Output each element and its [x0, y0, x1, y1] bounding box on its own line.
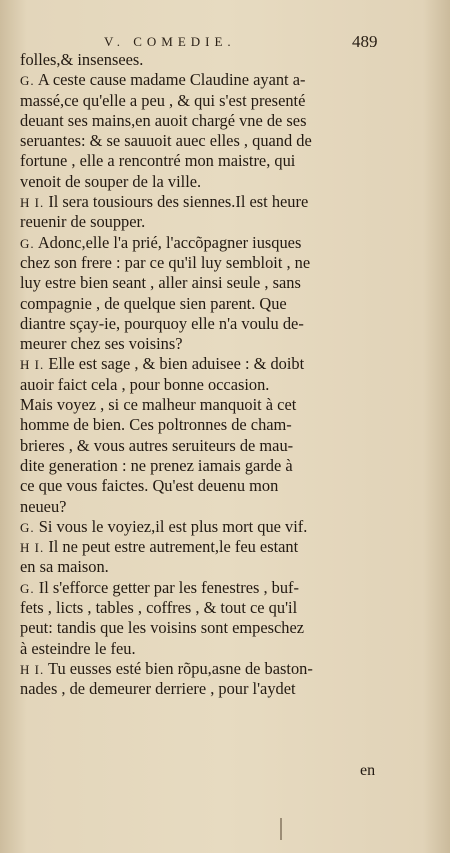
- text-line: [20, 375, 392, 395]
- text-line: [20, 354, 392, 374]
- text-line: [20, 497, 392, 517]
- text-line: [20, 70, 392, 90]
- line-text: Il sera tousiours des siennes.Il est heure: [44, 192, 309, 212]
- line-text: Il ne peut estre autrement,le feu estant: [44, 537, 299, 557]
- body-text: [20, 50, 392, 700]
- line-text: nades , de demeurer derriere , pour l'aydet: [20, 679, 296, 699]
- line-text: A ceste cause madame Claudine ayant a-: [34, 70, 306, 90]
- line-text: Mais voyez , si ce malheur manquoit à cet: [20, 395, 297, 415]
- page-number: 489: [352, 32, 378, 51]
- line-text: fortune , elle a rencontré mon maistre, qui: [20, 151, 296, 171]
- text-line: [20, 517, 392, 537]
- text-line: [20, 395, 392, 415]
- line-text: brieres , & vous autres seruiteurs de mau-: [20, 435, 294, 455]
- line-text: peut: tandis que les voisins sont empeschez: [20, 618, 305, 638]
- speaker-label: H I.: [20, 661, 45, 677]
- text-line: [20, 679, 392, 699]
- line-text: Adonc,elle l'a prié, l'accõpagner iusques: [34, 232, 302, 252]
- line-text: en sa maison.: [20, 557, 109, 577]
- text-line: [20, 253, 392, 273]
- speaker-label: G.: [20, 73, 35, 89]
- line-text: compagnie , de quelque sien parent. Que: [20, 293, 287, 313]
- text-line: [20, 91, 392, 111]
- line-text: diantre sçay-ie, pourquoy elle n'a voulu de-: [20, 313, 304, 333]
- line-text: reuenir de soupper.: [20, 212, 146, 232]
- text-line: [20, 415, 392, 435]
- speaker-label: H I.: [20, 540, 45, 556]
- line-text: seruantes: & se sauuoit auec elles , quand de: [20, 131, 312, 151]
- line-text: Il s'efforce getter par les fenestres , buf-: [34, 577, 299, 597]
- line-text: deuant ses mains,en auoit chargé vne de ses: [20, 110, 307, 130]
- text-line: [20, 639, 392, 659]
- text-line: [20, 557, 392, 577]
- text-line: [20, 578, 392, 598]
- text-line: [20, 537, 392, 557]
- line-text: à esteindre le feu.: [20, 638, 136, 658]
- text-line: [20, 151, 392, 171]
- line-text: Elle est sage , & bien aduisee : & doibt: [44, 354, 305, 374]
- running-title: V. COMEDIE.: [104, 34, 236, 49]
- text-line: [20, 172, 392, 192]
- text-line: [20, 50, 392, 70]
- text-line: [20, 111, 392, 131]
- speaker-label: H I.: [20, 357, 45, 373]
- text-line: [20, 192, 392, 212]
- text-line: [20, 233, 392, 253]
- line-text: homme de bien. Ces poltronnes de cham-: [20, 415, 292, 435]
- text-line: [20, 456, 392, 476]
- line-text: Si vous le voyiez,il est plus mort que vif.: [34, 516, 308, 536]
- line-text: meurer chez ses voisins?: [20, 334, 183, 354]
- text-line: [20, 212, 392, 232]
- catchword: en: [360, 762, 376, 779]
- text-line: [20, 294, 392, 314]
- line-text: neueu?: [20, 496, 67, 516]
- line-text: auoir faict cela , pour bonne occasion.: [20, 374, 270, 394]
- line-text: fets , licts , tables , coffres , & tout ce qu'il: [20, 598, 298, 618]
- line-text: ce que vous faictes. Qu'est deuenu mon: [20, 476, 279, 496]
- speaker-label: G.: [20, 235, 35, 251]
- line-text: massé,ce qu'elle a peu , & qui s'est presenté: [20, 90, 306, 110]
- text-line: [20, 273, 392, 293]
- speaker-label: H I.: [20, 195, 45, 211]
- line-text: folles,& insensees.: [20, 50, 144, 69]
- text-line: [20, 659, 392, 679]
- speaker-label: G.: [20, 519, 35, 535]
- text-line: [20, 314, 392, 334]
- text-line: [20, 476, 392, 496]
- text-line: [20, 598, 392, 618]
- speaker-label: G.: [20, 580, 35, 596]
- line-text: Tu eusses esté bien rõpu,asne de baston-: [44, 658, 313, 678]
- text-line: [20, 334, 392, 354]
- text-line: [20, 436, 392, 456]
- page-mark: [280, 818, 282, 840]
- line-text: venoit de souper de la ville.: [20, 171, 202, 191]
- line-text: chez son frere : par ce qu'il luy sembloit , ne: [20, 252, 311, 272]
- text-line: [20, 131, 392, 151]
- text-line: [20, 618, 392, 638]
- line-text: dite generation : ne prenez iamais garde à: [20, 455, 293, 475]
- line-text: luy estre bien seant , aller ainsi seule , sans: [20, 273, 301, 293]
